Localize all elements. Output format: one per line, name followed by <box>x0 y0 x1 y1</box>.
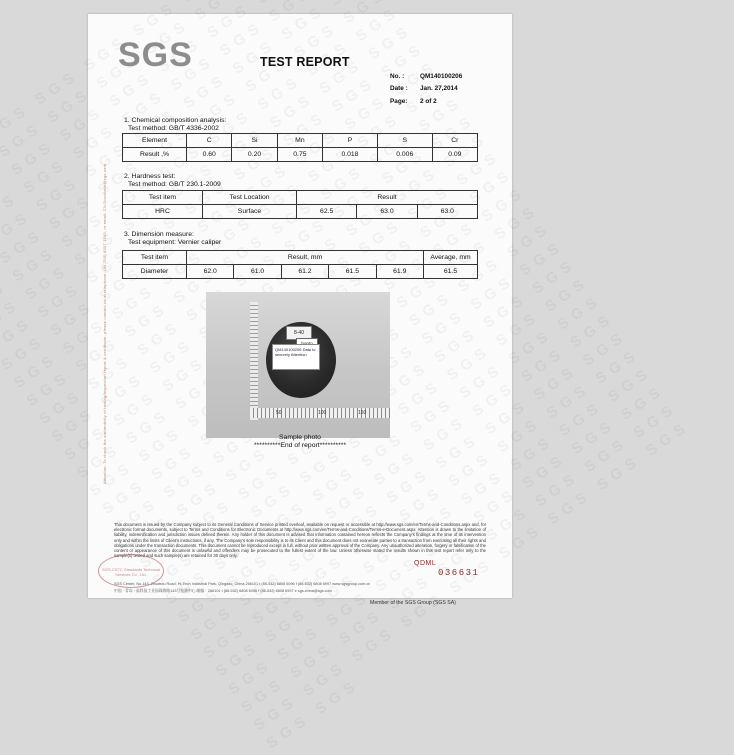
serial-number: 036631 <box>438 568 480 578</box>
company-stamp: SGS-CSTC Standards Technical Services Co., Ltd. <box>98 554 164 588</box>
table-row: HRC Surface 62.5 63.0 63.0 <box>123 205 478 219</box>
ruler-number: 100 <box>318 410 327 416</box>
table-row: Test item Result, mm Average, mm <box>123 251 478 265</box>
sgs-logo: SGS <box>118 36 193 74</box>
ruler-number: 50 <box>276 410 282 416</box>
report-meta <box>390 70 462 108</box>
address-en: SGS Center, No.143, Zhuzhou Road, Hi-Tech Industrial Park, Qingdao, China 266101 t (86-532) 6808 6096 f (86-532) 6808 6997 www.sgsgroup.com.cn <box>114 582 371 586</box>
table-row: Result ,% 0.60 0.20 0.75 0.018 0.006 0.09 <box>123 148 478 162</box>
meta-number: No. : QM140100206 <box>390 72 463 80</box>
ruler-number: 150 <box>358 410 367 416</box>
hardness-section-title: 2. Hardness test: Test method: GB/T 230.1-2009 <box>124 173 221 188</box>
report-title: TEST REPORT <box>260 55 350 69</box>
address-cn: 中国 · 青岛 · 高科技工业园珠海路143号检测中心 邮编：266101 t (86-532) 6808 6096 f (86-532) 6808 6997 e sgs.china@sgs.com <box>114 589 332 593</box>
ruler-vertical <box>250 302 258 420</box>
hardness-table <box>122 190 478 219</box>
member-note: Member of the SGS Group (SGS SA) <box>370 600 456 606</box>
meta-page: Page: 2 of 2 <box>390 97 437 105</box>
report-page <box>88 14 512 606</box>
disclaimer-text: This document is issued by the Company subject to its General Conditions of Service printed overleaf, available on request or accessible at http://www.sgs.com/en/Terms-and-Conditions.aspx and, for electronic format documents, subject to Terms and Conditions for Electronic Documents at http://www.sgs.com/en/Terms-and-Conditions/Terms-e-Document.aspx. Attention is drawn to the limitation of liability, indemnification and jurisdiction issues defined therein. Any holder of this document is advised that information contained hereon reflects the Company's findings at the time of its intervention only and within the limits of Client's instructions, if any. The Company's sole responsibility is to its Client and this document does not exonerate parties to a transaction from exercising all their rights and obligations under the transaction documents. This document cannot be reproduced except in full, without prior written approval of the Company. Any unauthorized alteration, forgery or falsification of the content or appearance of this document is unlawful and offenders may be prosecuted to the fullest extent of the law. Unless otherwise stated the results shown in this test report refer only to the sample(s) tested and such sample(s) are retained for 30 days only. <box>114 522 486 559</box>
meta-date: Date : Jan. 27,2014 <box>390 85 458 93</box>
sample-tag: 8-40 <box>286 326 312 340</box>
photo-caption: Sample photo <box>279 434 321 441</box>
sample-label: QM140100206 Data to securely Attention <box>272 344 320 370</box>
chemical-table <box>122 133 478 162</box>
end-of-report: **********End of report********** <box>253 442 347 449</box>
authenticity-note: Attention: To check the authenticity of testing/inspection report & certificate, please contact us at telephone: (86-755) 8307 1443, or email: CN.Doccheck@sgs.com <box>102 163 107 484</box>
dimension-section-title: 3. Dimension measure: Test equipment: Vernier caliper <box>124 231 222 246</box>
table-row: Test item Test Location Result <box>123 191 478 205</box>
table-row: Element C Si Mn P S Cr <box>123 134 478 148</box>
table-row: Diameter 62.0 61.0 61.2 61.5 61.9 61.5 <box>123 265 478 279</box>
qdml-code: QDML <box>414 560 437 567</box>
chemical-section-title: 1. Chemical composition analysis: Test method: GB/T 4336-2002 <box>124 117 227 132</box>
sample-photo <box>206 292 390 438</box>
dimension-table <box>122 250 478 279</box>
